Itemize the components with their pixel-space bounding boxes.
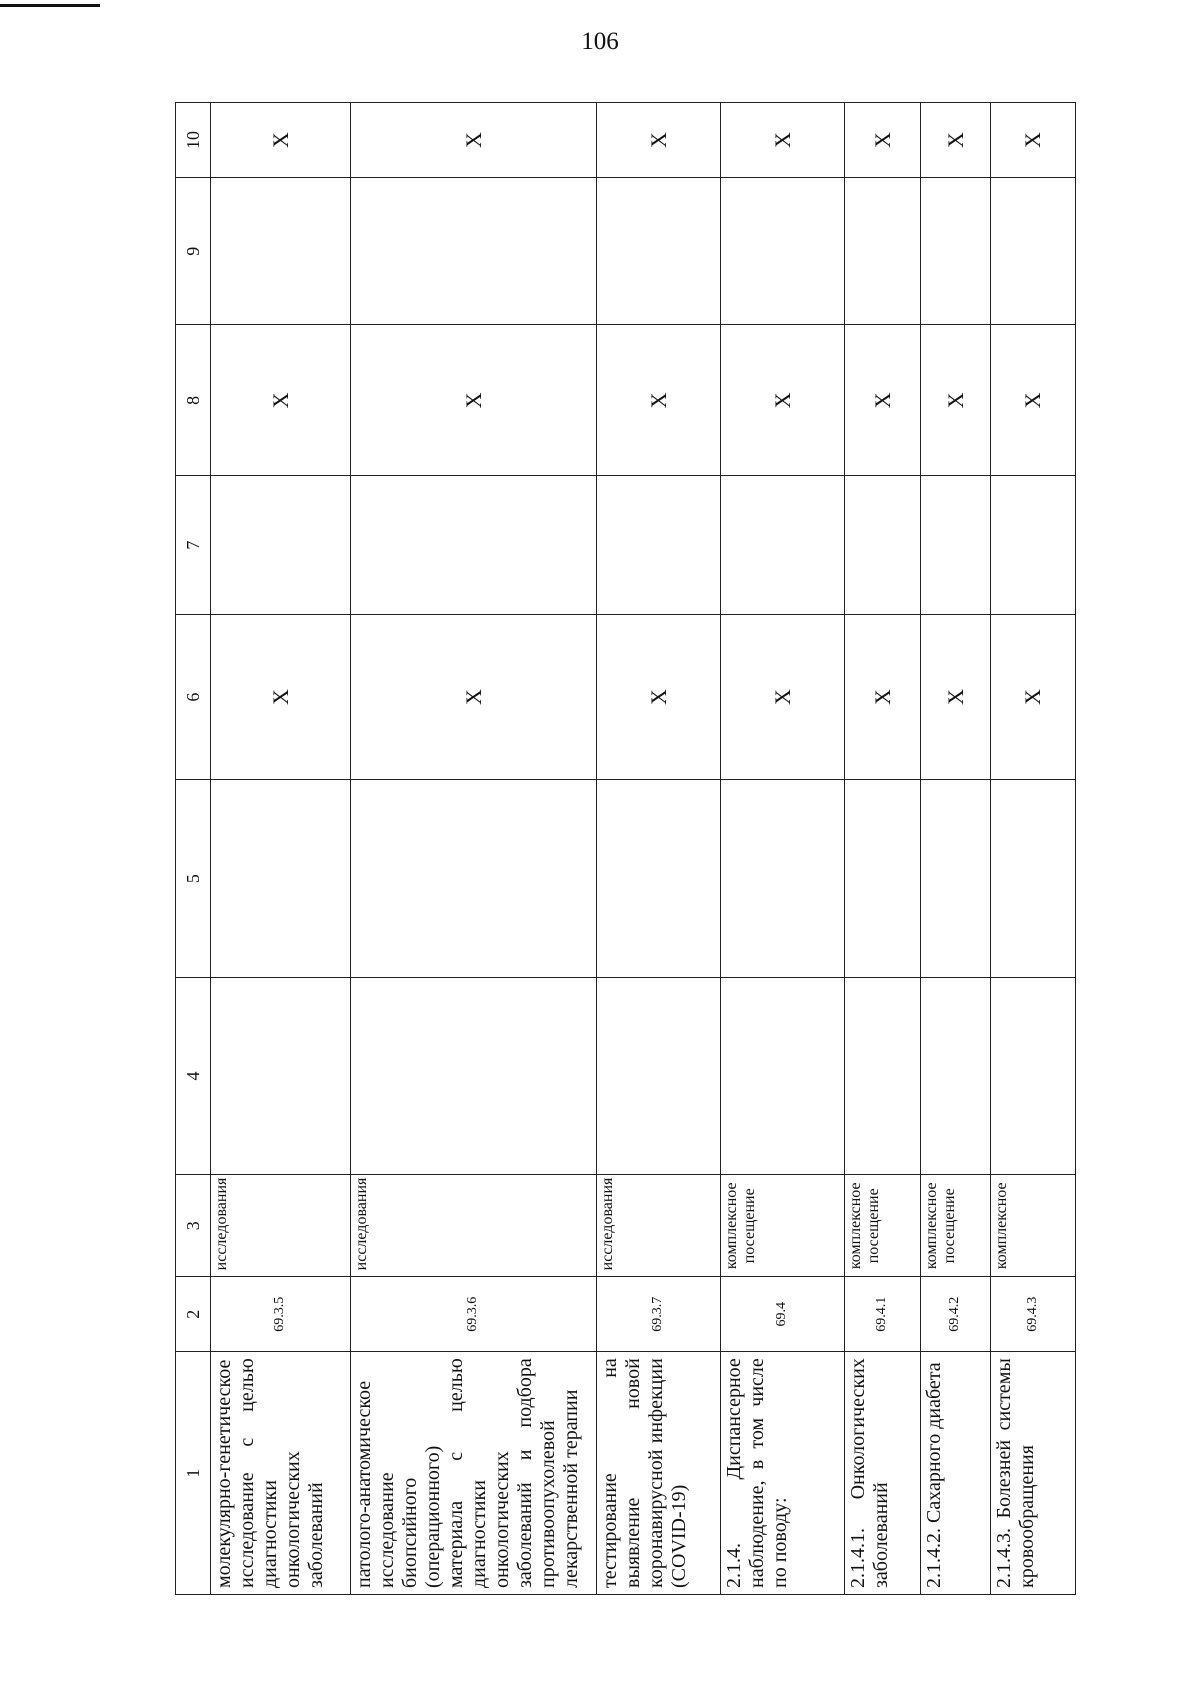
x-mark: X [921, 325, 991, 476]
x-mark: X [845, 614, 921, 780]
row-code: 69.4.1 [845, 1277, 921, 1352]
empty-cell [721, 476, 845, 614]
x-mark: X [211, 325, 351, 476]
empty-cell [597, 476, 721, 614]
empty-cell [991, 476, 1076, 614]
row-code: 69.3.6 [351, 1277, 597, 1352]
row-unit: комплексное посещение [721, 1175, 845, 1277]
column-header: 4 [176, 977, 211, 1174]
row-name: молекулярно-генетическое исследование с целью диагностики онкологических заболеваний [211, 1352, 351, 1595]
x-mark: X [351, 614, 597, 780]
table-row [921, 103, 991, 1595]
x-mark: X [921, 103, 991, 178]
table-row [211, 103, 351, 1595]
empty-cell [211, 977, 351, 1174]
row-unit: комплексное посещение [921, 1175, 991, 1277]
column-header: 3 [176, 1175, 211, 1277]
empty-cell [991, 780, 1076, 977]
empty-cell [721, 977, 845, 1174]
row-code: 69.3.5 [211, 1277, 351, 1352]
header-row [176, 103, 211, 1595]
row-code: 69.4.3 [991, 1277, 1076, 1352]
empty-cell [721, 177, 845, 324]
empty-cell [845, 977, 921, 1174]
row-name: 2.1.4.3. Болезней системы кровообращения [991, 1352, 1076, 1595]
empty-cell [721, 780, 845, 977]
column-header: 5 [176, 780, 211, 977]
column-header: 1 [176, 1352, 211, 1595]
x-mark: X [921, 614, 991, 780]
x-mark: X [845, 325, 921, 476]
table-row [597, 103, 721, 1595]
column-header: 2 [176, 1277, 211, 1352]
table-row [721, 103, 845, 1595]
empty-cell [845, 476, 921, 614]
row-name: 2.1.4.1. Онкологических заболеваний [845, 1352, 921, 1595]
row-code: 69.4.2 [921, 1277, 991, 1352]
row-unit: исследования [211, 1175, 351, 1277]
x-mark: X [351, 325, 597, 476]
empty-cell [845, 780, 921, 977]
data-table [175, 102, 1076, 1595]
table-row [845, 103, 921, 1595]
empty-cell [921, 780, 991, 977]
column-header: 9 [176, 177, 211, 324]
column-header: 7 [176, 476, 211, 614]
table-row [991, 103, 1076, 1595]
row-unit: комплексное посещение [845, 1175, 921, 1277]
row-unit: исследования [597, 1175, 721, 1277]
row-code: 69.4 [721, 1277, 845, 1352]
empty-cell [211, 177, 351, 324]
empty-cell [921, 476, 991, 614]
column-header: 10 [176, 103, 211, 178]
empty-cell [351, 177, 597, 324]
empty-cell [991, 977, 1076, 1174]
x-mark: X [991, 614, 1076, 780]
x-mark: X [351, 103, 597, 178]
x-mark: X [721, 103, 845, 178]
empty-cell [597, 977, 721, 1174]
row-name: 2.1.4.2. Сахарного диабета [921, 1352, 991, 1595]
rotated-table-container [175, 102, 1070, 1595]
x-mark: X [597, 103, 721, 178]
empty-cell [351, 977, 597, 1174]
x-mark: X [211, 614, 351, 780]
empty-cell [211, 476, 351, 614]
row-unit: комплексное [991, 1175, 1076, 1277]
row-name: 2.1.4. Диспансерное наблюдение, в том числе по поводу: [721, 1352, 845, 1595]
empty-cell [351, 476, 597, 614]
x-mark: X [845, 103, 921, 178]
empty-cell [597, 177, 721, 324]
x-mark: X [597, 325, 721, 476]
x-mark: X [721, 325, 845, 476]
empty-cell [921, 177, 991, 324]
x-mark: X [991, 103, 1076, 178]
row-name: патолого-анатомическое исследование биопсийного (операционного) материала с целью диагностики онкологических заболеваний и подбора противоопухолевой лекарственной терапии [351, 1352, 597, 1595]
empty-cell [845, 177, 921, 324]
x-mark: X [991, 325, 1076, 476]
scan-mark [0, 4, 100, 7]
column-header: 8 [176, 325, 211, 476]
table-row [351, 103, 597, 1595]
row-name: тестирование на выявление новой коронавирусной инфекции (COVID-19) [597, 1352, 721, 1595]
row-unit: исследования [351, 1175, 597, 1277]
x-mark: X [211, 103, 351, 178]
x-mark: X [721, 614, 845, 780]
column-header: 6 [176, 614, 211, 780]
empty-cell [597, 780, 721, 977]
empty-cell [991, 177, 1076, 324]
page-number: 106 [581, 28, 619, 55]
empty-cell [211, 780, 351, 977]
empty-cell [921, 977, 991, 1174]
x-mark: X [597, 614, 721, 780]
empty-cell [351, 780, 597, 977]
row-code: 69.3.7 [597, 1277, 721, 1352]
